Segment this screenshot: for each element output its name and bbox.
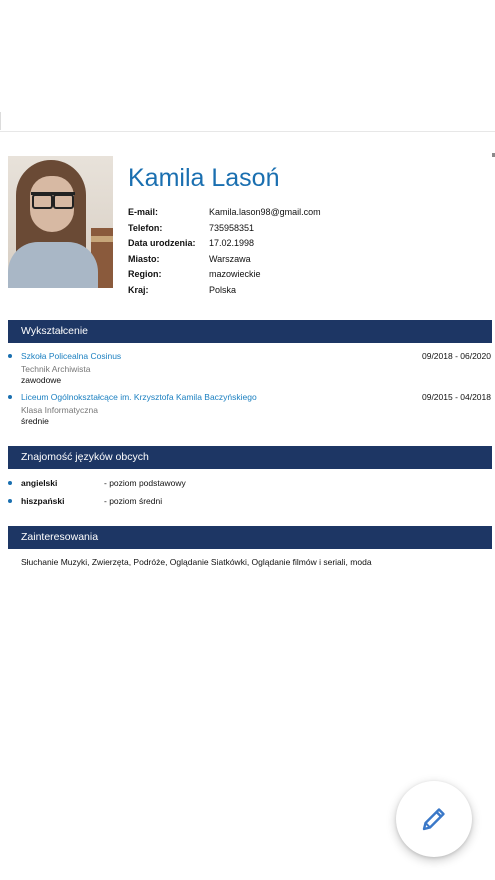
education-specialization: Technik Archiwista bbox=[21, 364, 91, 374]
info-label: Telefon: bbox=[128, 222, 163, 233]
email-value[interactable]: Kamila.lason98@gmail.com bbox=[209, 207, 321, 217]
city-value: Warszawa bbox=[209, 253, 251, 264]
edit-button[interactable] bbox=[396, 781, 472, 857]
person-name: Kamila Lasoń bbox=[128, 164, 280, 192]
info-label: Miasto: bbox=[128, 253, 160, 264]
bullet-icon bbox=[8, 499, 12, 503]
interests-text: Słuchanie Muzyki, Zwierzęta, Podróże, Oglądanie Siatkówki, Oglądanie filmów i seriali, moda bbox=[21, 557, 372, 567]
phone-value[interactable]: 735958351 bbox=[209, 222, 255, 233]
birthdate-value: 17.02.1998 bbox=[209, 238, 255, 248]
info-label: Data urodzenia: bbox=[128, 238, 196, 248]
info-label: Region: bbox=[128, 269, 162, 279]
bullet-icon bbox=[8, 395, 12, 399]
country-value: Polska bbox=[209, 284, 237, 295]
education-specialization: Klasa Informatyczna bbox=[21, 405, 99, 415]
photo-background-books bbox=[91, 236, 113, 242]
bullet-icon bbox=[8, 354, 12, 358]
language-level: - poziom podstawowy bbox=[104, 478, 186, 488]
interests-header: Zainteresowania bbox=[8, 526, 492, 549]
education-header: Wykształcenie bbox=[8, 320, 492, 343]
bullet-icon bbox=[8, 481, 12, 485]
school-name[interactable]: Liceum Ogólnokształcące im. Krzysztofa Kamila Baczyńskiego bbox=[21, 392, 257, 402]
language-level: - poziom średni bbox=[104, 496, 163, 506]
languages-header: Znajomość języków obcych bbox=[8, 446, 492, 469]
photo-body bbox=[8, 242, 98, 288]
info-label: Kraj: bbox=[128, 284, 149, 295]
region-value: mazowieckie bbox=[209, 269, 261, 279]
pencil-icon bbox=[420, 805, 448, 833]
top-divider bbox=[0, 131, 495, 132]
language-name: angielski bbox=[21, 478, 58, 488]
left-edge-mark bbox=[0, 112, 1, 130]
school-name[interactable]: Szkoła Policealna Cosinus bbox=[21, 351, 122, 361]
language-name: hiszpański bbox=[21, 496, 65, 506]
education-dates: 09/2018 - 06/2020 bbox=[421, 351, 491, 361]
info-label: E-mail: bbox=[128, 207, 159, 217]
photo-glasses bbox=[31, 192, 75, 209]
profile-photo bbox=[8, 156, 113, 288]
education-level: średnie bbox=[21, 416, 49, 426]
education-level: zawodowe bbox=[21, 375, 62, 385]
education-dates: 09/2015 - 04/2018 bbox=[421, 392, 491, 402]
